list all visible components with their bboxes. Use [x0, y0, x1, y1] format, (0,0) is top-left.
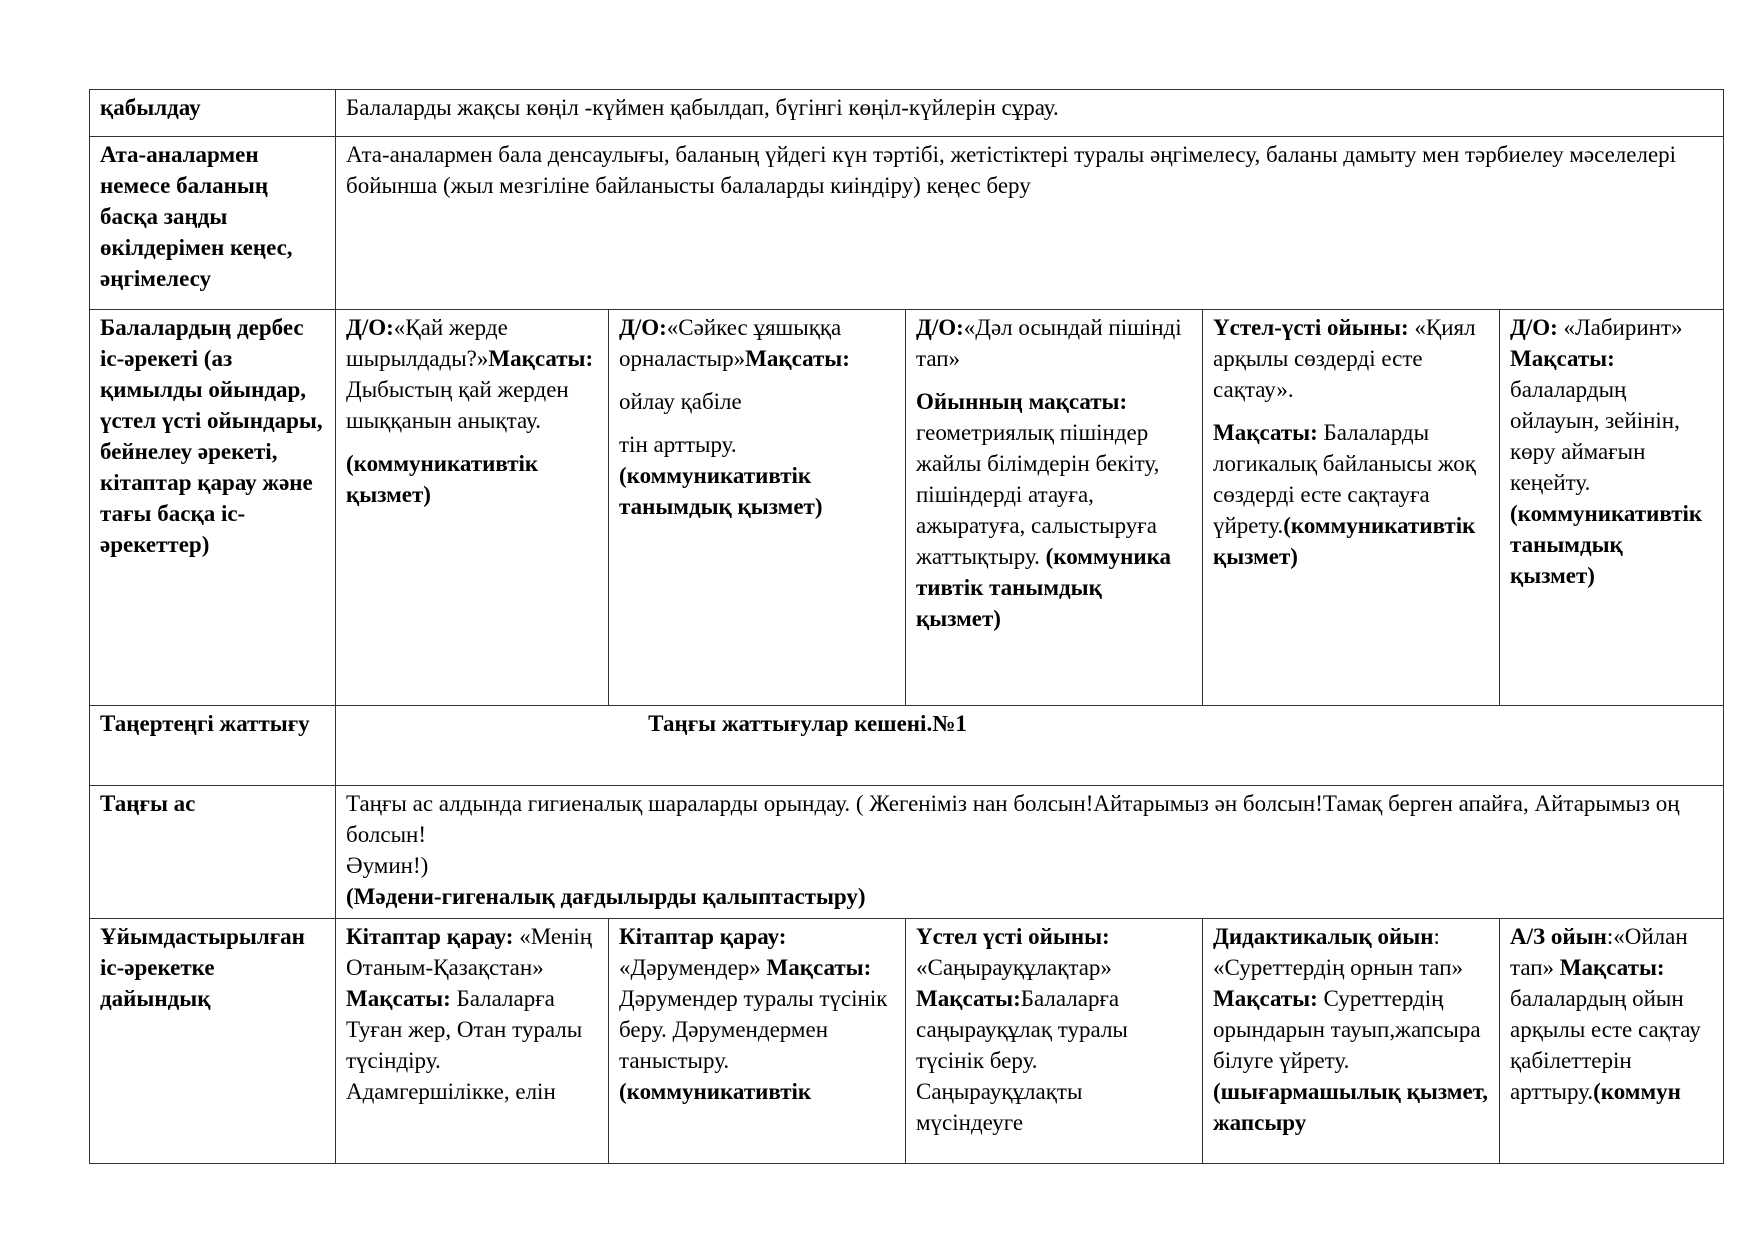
table-row [90, 706, 1724, 786]
row-label-independent: Балалардың дербес іс-әрекеті (аз қимылды ойындар, үстел үсті ойындары, бейнелеу әрекеті, кітаптар қарау және тағы басқа іс-әрекеттер) [90, 310, 336, 706]
goal-text: ойлау қабіле [619, 389, 742, 414]
activity-title: «Саңырауқұлақтар» [916, 955, 1112, 980]
activity-domain: (коммуникативтік танымдық қызмет) [1510, 501, 1703, 588]
activity-type: Д/О: [916, 315, 964, 340]
goal-label: Мақсаты: [745, 346, 850, 371]
goal-text: Суреттердің орындарын тауып,жапсыра білуге үйрету. [1213, 986, 1481, 1073]
activity-cell [336, 310, 609, 706]
breakfast-goal: (Мәдени-гигеналық дағдылырды қалыптастыру) [346, 884, 866, 909]
activity-cell [1203, 310, 1500, 706]
activity-type: Дидактикалық ойын [1213, 924, 1434, 949]
activity-type: Үстел үсті ойыны: [916, 924, 1110, 949]
table-row [90, 90, 1724, 137]
row-label-exercise: Таңертеңгі жаттығу [90, 706, 336, 786]
activity-domain: (коммуника тивтік танымдық қызмет) [916, 544, 1172, 631]
goal-label: Мақсаты: [1510, 346, 1615, 371]
row-label-reception: қабылдау [90, 90, 336, 137]
parents-text: Ата-аналармен бала денсаулығы, баланың үйдегі күн тәртібі, жетістіктері туралы әңгімелесу, баланы дамыту мен тәрбиелеу мәселелері бойынша (жыл мезгіліне байланысты балаларды киіндіру) кеңес беру [336, 137, 1724, 310]
activity-type: А/З ойын [1510, 924, 1607, 949]
activity-type: Кітаптар қарау: [619, 924, 787, 949]
goal-label: Ойынның мақсаты: [916, 389, 1128, 414]
goal-label: Мақсаты: [766, 955, 872, 980]
exercise-text: Таңғы жаттығулар кешені.№1 [648, 711, 967, 736]
activity-title: «Сәйкес ұяшыққа орналастыр» [619, 315, 842, 371]
activity-domain: (коммун [1593, 1079, 1681, 1104]
table-row [90, 310, 1724, 706]
goal-text: Дыбыстың қай жерден шыққанын анықтау. [346, 377, 569, 433]
activity-cell [1203, 919, 1500, 1164]
daily-plan-table [89, 89, 1724, 1164]
activity-type: Кітаптар қарау: [346, 924, 514, 949]
goal-label: Мақсаты: [1213, 986, 1318, 1011]
table-row [90, 137, 1724, 310]
activity-title: «Дәрумендер» [619, 955, 761, 980]
goal-text: тін арттыру. [619, 432, 737, 457]
activity-domain: (коммуникативтік танымдық қызмет) [619, 463, 823, 519]
activity-title: :«Ойлан тап» [1510, 924, 1688, 980]
activity-cell [906, 919, 1203, 1164]
activity-title: «Қай жерде шырылдады?» [346, 315, 508, 371]
goal-label: Мақсаты: [1559, 955, 1665, 980]
breakfast-cell [336, 786, 1724, 919]
goal-text: геометриялық пішіндер жайлы білімдерін бекіту, пішіндерді атауға, ажыратуға, салыстыруға жаттықтыру. [916, 420, 1160, 569]
activity-title: : «Суреттердің орнын тап» [1213, 924, 1464, 980]
activity-cell [609, 919, 906, 1164]
activity-domain: (коммуникативтік қызмет) [346, 451, 539, 507]
reception-text: Балаларды жақсы көңіл -күймен қабылдап, бүгінгі көңіл-күйлерін сұрау. [336, 90, 1724, 137]
activity-type: Д/О: [619, 315, 667, 340]
goal-text: Балаларға Туған жер, Отан туралы түсіндіру. Адамгершілікке, елін [346, 986, 583, 1104]
activity-title: «Қиял арқылы сөздерді есте сақтау». [1213, 315, 1476, 402]
breakfast-text: Таңғы ас алдында гигиеналық шараларды орындау. ( Жегеніміз нан болсын!Айтарымыз ән болсын!Тамақ берген апайға, Айтарымыз оң болсын! [346, 791, 1680, 847]
breakfast-text: Әумин!) [346, 853, 429, 878]
activity-type: Д/О: [346, 315, 394, 340]
activity-domain: (коммуникативтік [619, 1079, 812, 1104]
goal-text: балалардың ойлауын, зейінін, көру аймағын кеңейту. [1510, 377, 1680, 495]
goal-text: Балаларға саңырауқұлақ туралы түсінік беру. Саңырауқұлақты мүсіндеуге [916, 986, 1128, 1135]
goal-text: Балаларды логикалық байланысы жоқ сөздерді есте сақтауға үйрету. [1213, 420, 1476, 538]
table-row [90, 786, 1724, 919]
goal-text: Дәрумендер туралы түсінік беру. Дәрумендермен таныстыру. [619, 986, 888, 1073]
activity-domain: (шығармашылық қызмет, жапсыру [1213, 1079, 1488, 1135]
activity-cell [1500, 919, 1724, 1164]
activity-cell [336, 919, 609, 1164]
goal-label: Мақсаты: [916, 986, 1021, 1011]
table-row [90, 919, 1724, 1164]
activity-title: «Менің Отаным-Қазақстан» [346, 924, 593, 980]
goal-label: Мақсаты: [488, 346, 594, 371]
activity-cell [1500, 310, 1724, 706]
row-label-breakfast: Таңғы ас [90, 786, 336, 919]
row-label-organized: Ұйымдастырылған іс-әрекетке дайындық [90, 919, 336, 1164]
goal-label: Мақсаты: [346, 986, 451, 1011]
activity-domain: (коммуникативтік қызмет) [1213, 513, 1476, 569]
exercise-cell [336, 706, 1724, 786]
activity-cell [609, 310, 906, 706]
goal-text: балалардың ойын арқылы есте сақтау қабілеттерін арттыру. [1510, 986, 1701, 1104]
row-label-parents: Ата-аналармен немесе баланың басқа заңды өкілдерімен кеңес, әңгімелесу [90, 137, 336, 310]
activity-title: «Лабиринт» [1557, 315, 1683, 340]
goal-label: Мақсаты: [1213, 420, 1318, 445]
activity-type: Д/О: [1510, 315, 1558, 340]
activity-title: «Дәл осындай пішінді тап» [916, 315, 1182, 371]
activity-cell [906, 310, 1203, 706]
activity-type: Үстел-үсті ойыны: [1213, 315, 1409, 340]
